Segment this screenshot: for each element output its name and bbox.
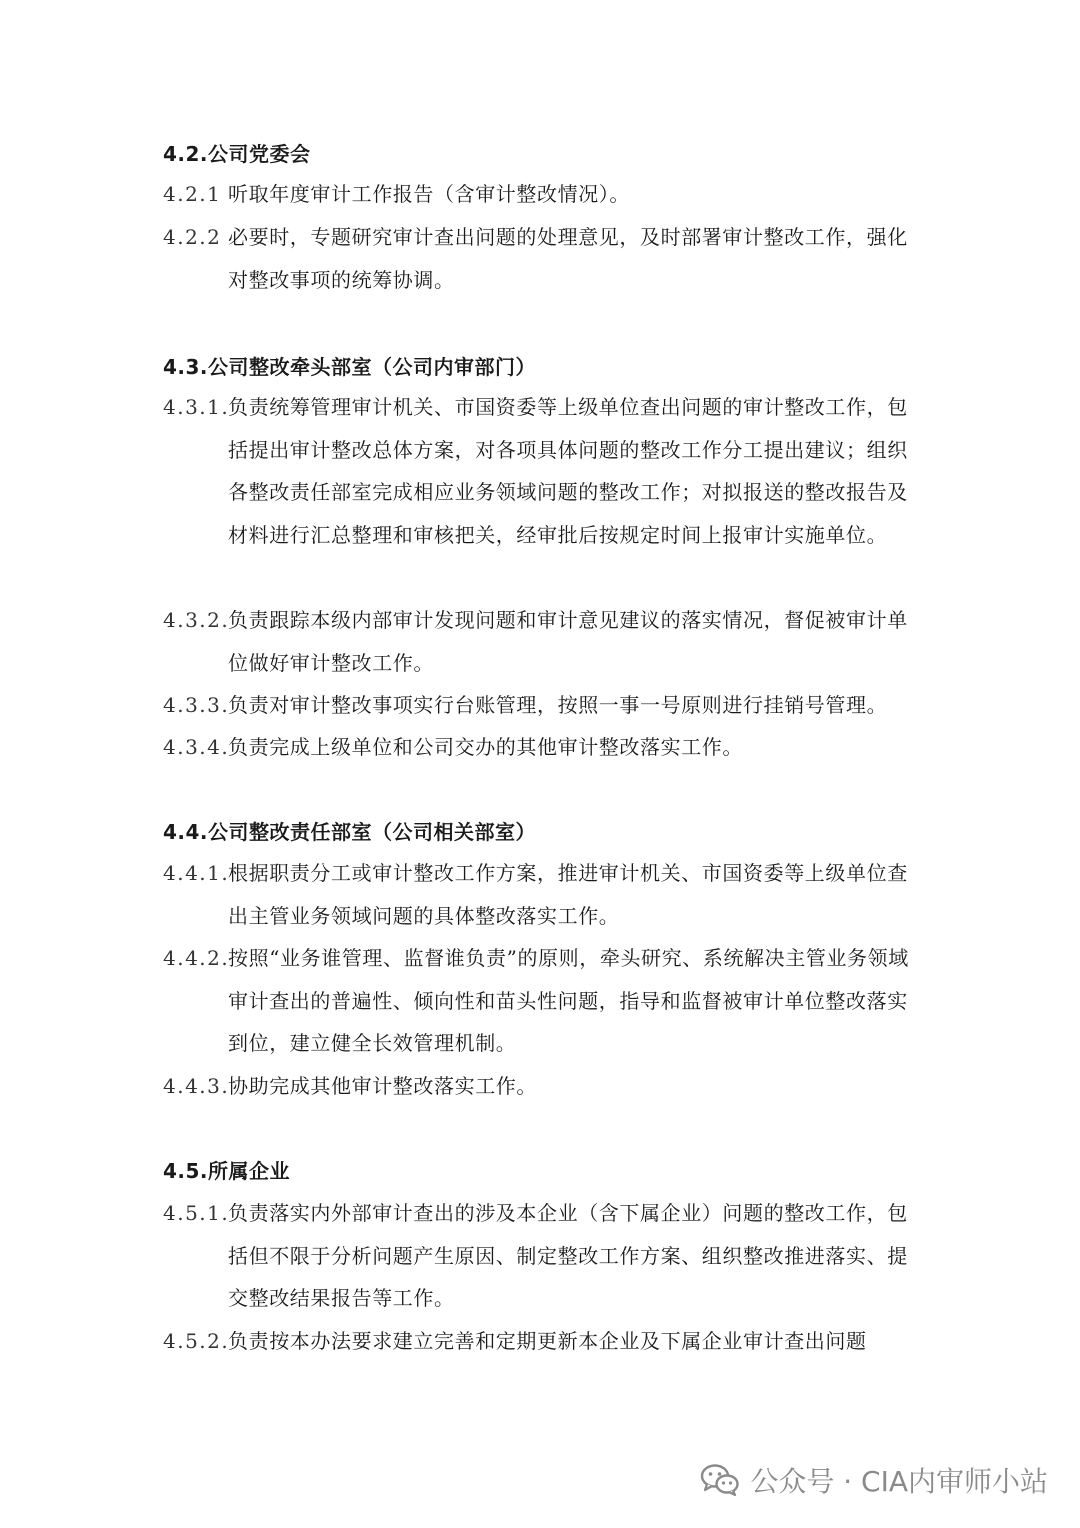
clause-item xyxy=(163,173,923,216)
clause-text: 负责统筹管理审计机关、市国资委等上级单位查出问题的审计整改工作，包括提出审计整改总体方案，对各项具体问题的整改工作分工提出建议；组织各整改责任部室完成相应业务领域问题的整改工作；对拟报送的整改报告及材料进行汇总整理和审核把关，经审批后按规定时间上报审计实施单位。 xyxy=(228,395,908,547)
clause-text: 根据职责分工或审计整改工作方案，推进审计机关、市国资委等上级单位查出主管业务领域问题的具体整改落实工作。 xyxy=(228,861,908,928)
clause-number: 4.3.4. xyxy=(163,735,230,759)
clause-number: 4.2.1 xyxy=(163,182,222,206)
section-heading: 4.3.公司整改牵头部室（公司内审部门） xyxy=(163,355,537,379)
section-heading: 4.4.公司整改责任部室（公司相关部室） xyxy=(163,820,537,844)
clause-item xyxy=(163,1320,923,1363)
clause-number: 4.4.2. xyxy=(163,946,230,970)
clause-text: 必要时，专题研究审计查出问题的处理意见，及时部署审计整改工作，强化对整改事项的统筹协调。 xyxy=(228,225,908,292)
clause-text: 负责落实内外部审计查出的涉及本企业（含下属企业）问题的整改工作，包括但不限于分析问题产生原因、制定整改工作方案、组织整改推进落实、提交整改结果报告等工作。 xyxy=(228,1201,908,1310)
section-heading: 4.5.所属企业 xyxy=(163,1159,291,1183)
clause-item xyxy=(163,937,923,1065)
watermark-text: 公众号 · CIA内审师小站 xyxy=(750,1465,1048,1498)
section-heading: 4.2.公司党委会 xyxy=(163,142,311,166)
clause-text: 协助完成其他审计整改落实工作。 xyxy=(228,1074,537,1098)
clause-item xyxy=(163,684,923,727)
clause-number: 4.3.1. xyxy=(163,395,230,419)
clause-item xyxy=(163,216,923,301)
watermark xyxy=(700,1460,1048,1500)
clause-item xyxy=(163,599,923,684)
clause-number: 4.4.1. xyxy=(163,861,230,885)
clause-text: 负责跟踪本级内部审计发现问题和审计意见建议的落实情况，督促被审计单位做好审计整改工作。 xyxy=(228,608,908,675)
clause-item xyxy=(163,852,923,937)
clause-item xyxy=(163,386,923,556)
clause-text: 负责完成上级单位和公司交办的其他审计整改落实工作。 xyxy=(228,735,743,759)
clause-text: 负责按本办法要求建立完善和定期更新本企业及下属企业审计查出问题 xyxy=(228,1329,867,1353)
clause-text: 按照“业务谁管理、监督谁负责”的原则，牵头研究、系统解决主管业务领域审计查出的普遍性、倾向性和苗头性问题，指导和监督被审计单位整改落实到位，建立健全长效管理机制。 xyxy=(228,946,909,1055)
clause-number: 4.4.3. xyxy=(163,1074,230,1098)
clause-text: 负责对审计整改事项实行台账管理，按照一事一号原则进行挂销号管理。 xyxy=(228,693,888,717)
clause-number: 4.2.2 xyxy=(163,225,222,249)
clause-item xyxy=(163,1192,923,1320)
clause-item xyxy=(163,1065,923,1108)
clause-number: 4.5.2. xyxy=(163,1329,230,1353)
clause-text: 听取年度审计工作报告（含审计整改情况）。 xyxy=(228,182,630,206)
clause-item xyxy=(163,726,923,769)
wechat-icon xyxy=(700,1463,740,1497)
clause-number: 4.3.2. xyxy=(163,608,230,632)
clause-number: 4.3.3. xyxy=(163,693,230,717)
clause-number: 4.5.1. xyxy=(163,1201,230,1225)
